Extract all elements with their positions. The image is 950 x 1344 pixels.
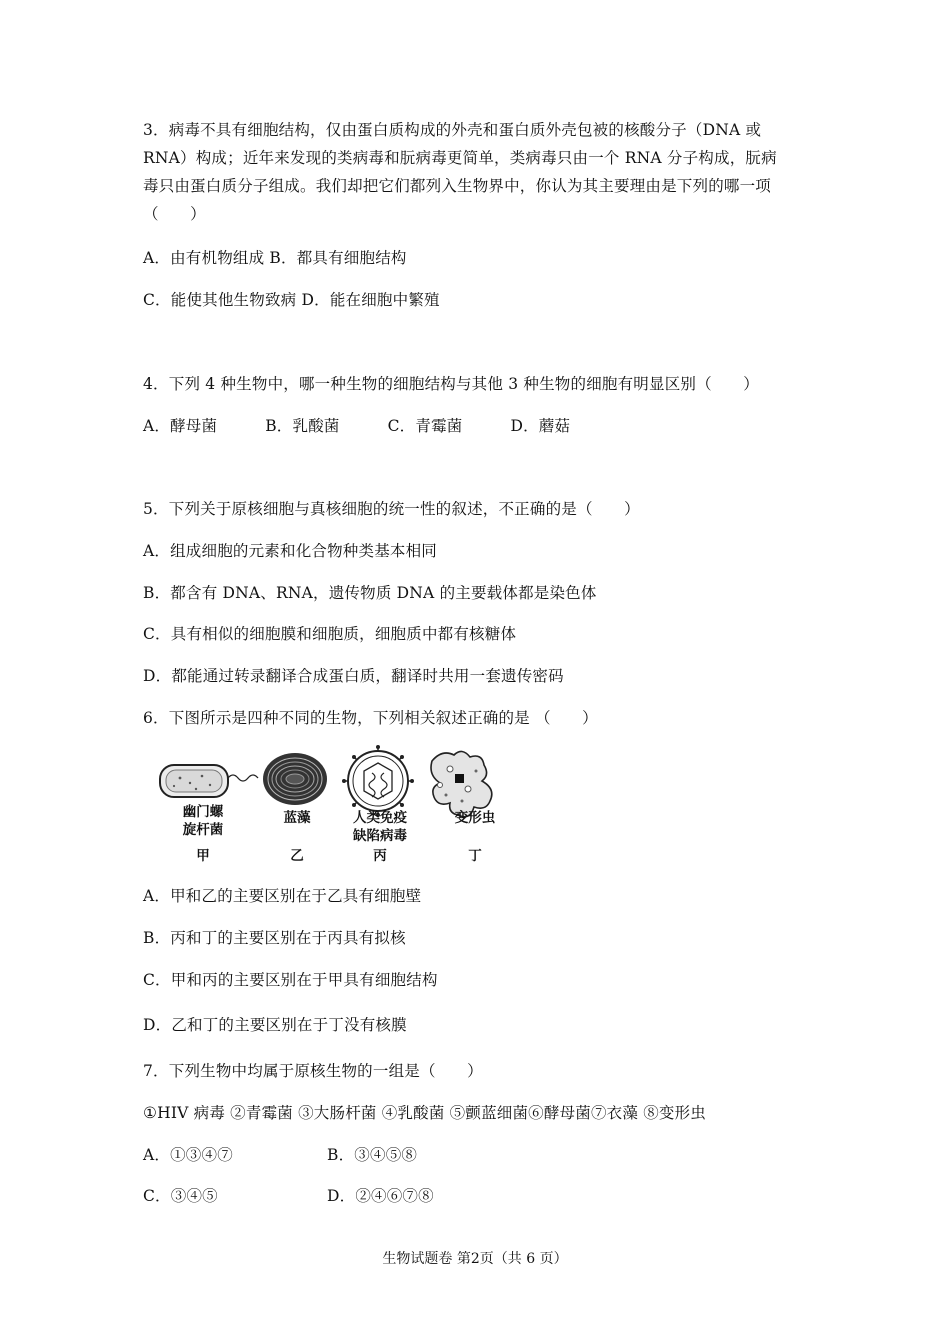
q7-option-d: D．②④⑥⑦⑧ <box>327 1187 434 1205</box>
q3-options-ab: A．由有机物组成 B．都具有细胞结构 <box>143 249 407 267</box>
ding-name: 变形虫 <box>454 810 496 826</box>
q4-option-a: A．酵母菌 <box>143 417 218 435</box>
q6-option-c: C．甲和丙的主要区别在于甲具有细胞结构 <box>143 971 438 989</box>
page-footer: 生物试题卷 第2页（共 6 页） <box>382 1251 568 1267</box>
q7-option-b: B．③④⑤⑧ <box>327 1146 418 1164</box>
q5-option-d: D．都能通过转录翻译合成蛋白质，翻译时共用一套遗传密码 <box>143 667 564 685</box>
jia-label: 甲 <box>196 848 210 864</box>
q5-option-c: C．具有相似的细胞膜和细胞质，细胞质中都有核糖体 <box>143 625 517 643</box>
jia-name-line-2: 旋杆菌 <box>182 822 224 838</box>
q4-option-d: D．蘑菇 <box>510 417 571 435</box>
q7-options-cd <box>143 1184 434 1206</box>
bing-label: 丙 <box>373 848 387 864</box>
bing-name-line-1: 人类免疫 <box>353 810 407 826</box>
q6-stem: 6．下图所示是四种不同的生物，下列相关叙述正确的是 （ ） <box>143 709 598 727</box>
q6-option-a: A．甲和乙的主要区别在于乙具有细胞壁 <box>143 887 422 905</box>
amoeba-drawing <box>431 751 492 816</box>
bing-name-line-2: 缺陷病毒 <box>353 828 407 844</box>
helicobacter-drawing <box>160 765 258 797</box>
q3-stem-line-4: （ ） <box>143 205 206 223</box>
q3-stem-line-2: RNA）构成；近年来发现的类病毒和朊病毒更简单，类病毒只由一个 RNA 分子构成，朊病 <box>143 149 777 167</box>
q4-stem: 4．下列 4 种生物中，哪一种生物的细胞结构与其他 3 种生物的细胞有明显区别（ ） <box>143 375 759 393</box>
q7-stem: 7．下列生物中均属于原核生物的一组是（ ） <box>143 1062 483 1080</box>
q6-option-b: B．丙和丁的主要区别在于丙具有拟核 <box>143 929 406 947</box>
q7-options-ab <box>143 1143 417 1165</box>
q7-option-c: C．③④⑤ <box>143 1187 218 1205</box>
ding-label: 丁 <box>468 848 482 864</box>
q6-option-d: D．乙和丁的主要区别在于丁没有核膜 <box>143 1016 407 1034</box>
q5-stem: 5．下列关于原核细胞与真核细胞的统一性的叙述，不正确的是（ ） <box>143 500 640 518</box>
yi-name: 蓝藻 <box>283 810 311 826</box>
q5-option-a: A．组成细胞的元素和化合物种类基本相同 <box>143 542 437 560</box>
q3-options-cd: C．能使其他生物致病 D．能在细胞中繁殖 <box>143 291 440 309</box>
q4-options <box>143 414 570 436</box>
q7-items: ①HIV 病毒 ②青霉菌 ③大肠杆菌 ④乳酸菌 ⑤颤蓝细菌⑥酵母菌⑦衣藻 ⑧变形虫 <box>143 1104 706 1122</box>
cyanobacteria-drawing <box>263 753 327 805</box>
q4-option-c: C．青霉菌 <box>387 417 463 435</box>
q3-stem-line-1: 3．病毒不具有细胞结构，仅由蛋白质构成的外壳和蛋白质外壳包被的核酸分子（DNA 或 <box>143 121 762 139</box>
q5-option-b: B．都含有 DNA、RNA，遗传物质 DNA 的主要载体都是染色体 <box>143 584 597 602</box>
jia-name-line-1: 幽门螺 <box>182 804 224 820</box>
q3-stem-line-3: 毒只由蛋白质分子组成。我们却把它们都列入生物界中，你认为其主要理由是下列的哪一项 <box>143 177 772 195</box>
q6-organism-figure <box>150 745 530 870</box>
hiv-drawing <box>342 745 414 817</box>
yi-label: 乙 <box>290 848 304 864</box>
q7-option-a: A．①③④⑦ <box>143 1146 233 1164</box>
q4-option-b: B．乳酸菌 <box>265 417 340 435</box>
